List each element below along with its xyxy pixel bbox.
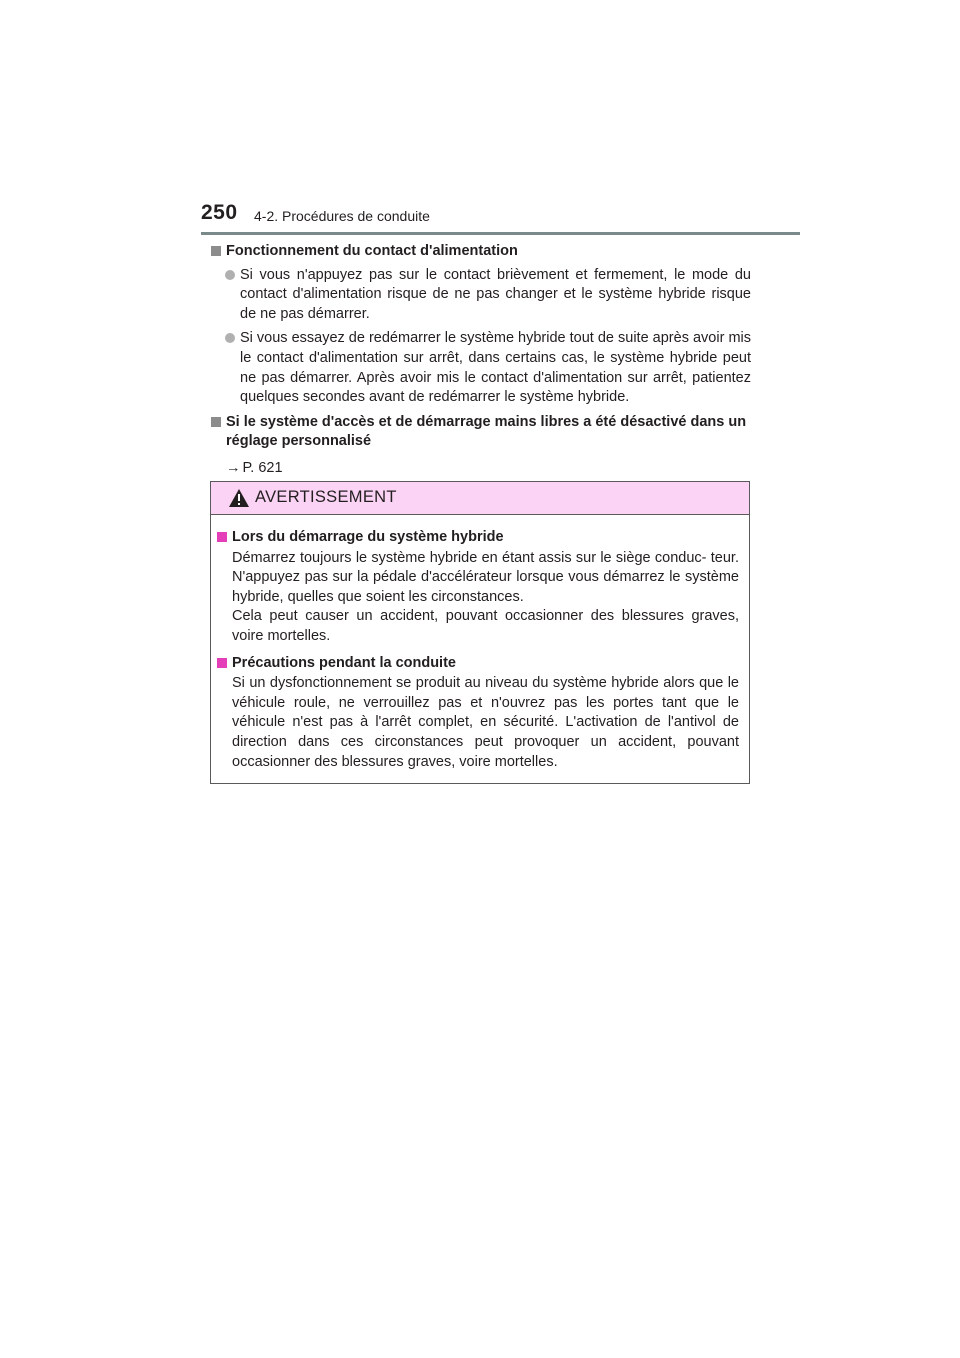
page-reference-link[interactable]: P. 621: [242, 459, 283, 476]
page-reference: [211, 459, 751, 479]
bullet-dot-icon: [225, 270, 235, 280]
section-heading-text: Fonctionnement du contact d'alimentation: [226, 243, 518, 259]
section-heading: [211, 242, 751, 262]
warning-paragraph: Cela peut causer un accident, pouvant occasionner des blessures graves, voire mortelles.: [232, 608, 739, 644]
warning-header: [211, 482, 749, 515]
warning-box: [210, 481, 750, 784]
warning-item-heading: [217, 528, 739, 548]
header-rule: [201, 232, 800, 235]
section-title: 4-2. Procédures de conduite: [254, 208, 430, 224]
list-item: [211, 266, 751, 325]
page-number: 250: [201, 201, 238, 224]
warning-paragraph: Si un dysfonctionnement se produit au niveau du système hybride alors que le véhicule roule, ne verrouillez pas et n'ouvrez pas les portes tant que le véhicule n'est pas à l'arrêt complet, en sécurité. L'activation de l'antivol de direction dans ces circonstances peut provoquer un accident, pouvant occasionner des blessures graves, voire mortelles.: [232, 675, 739, 770]
warning-item-text: [217, 549, 739, 647]
warning-title: AVERTISSEMENT: [255, 488, 397, 506]
heading-square-icon: [217, 658, 227, 668]
list-item-text: Si vous n'appuyez pas sur le contact brièvement et fermement, le mode du contact d'alimentation risque de ne pas changer et le système hybride risque de ne pas démarrer.: [240, 266, 751, 322]
section-heading: [211, 413, 751, 452]
heading-square-icon: [211, 417, 221, 427]
section-heading-text: Si le système d'accès et de démarrage mains libres a été désactivé dans un réglage personnalisé: [226, 413, 747, 450]
bullet-dot-icon: [225, 333, 235, 343]
warning-item-heading-text: Lors du démarrage du système hybride: [232, 529, 504, 545]
warning-body: [211, 515, 749, 772]
warning-triangle-icon: [228, 488, 250, 508]
main-content: [211, 242, 751, 479]
heading-square-icon: [211, 246, 221, 256]
warning-paragraph: Démarrez toujours le système hybride en étant assis sur le siège conduc- teur. N'appuyez pas sur la pédale d'accélérateur lorsque vous démarrez le système hybride, quelles que soient les circonstances.: [232, 549, 739, 605]
warning-item-heading: [217, 654, 739, 674]
list-item-text: Si vous essayez de redémarrer le système hybride tout de suite après avoir mis le contact d'alimentation sur arrêt, dans certains cas, le système hybride peut ne pas démarrer. Après avoir mis le contact d'alimentation sur arrêt, patientez quelques secondes avant de redémarrer le système hybride.: [240, 330, 751, 406]
list-item: [211, 329, 751, 407]
heading-square-icon: [217, 532, 227, 542]
arrow-right-icon: →: [226, 459, 241, 476]
warning-item-text: [217, 674, 739, 772]
warning-item-heading-text: Précautions pendant la conduite: [232, 654, 456, 671]
